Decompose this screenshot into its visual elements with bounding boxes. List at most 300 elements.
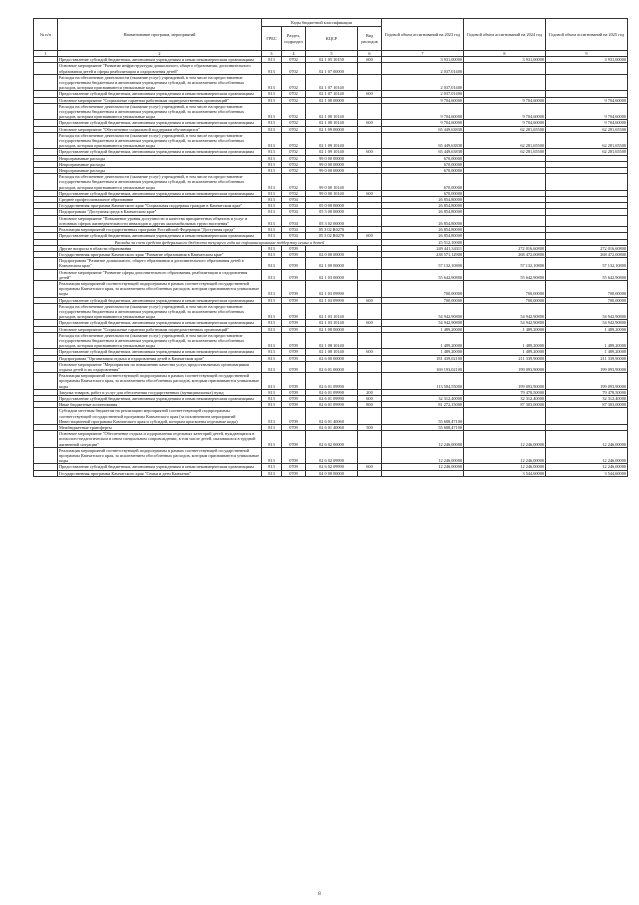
column-index: 7 (382, 51, 464, 57)
value-2024-cell: 54 942,90800 (464, 303, 546, 320)
value-2025-cell: 32 312,40000 (546, 395, 628, 401)
vid-cell (358, 63, 382, 74)
value-2023-cell: 700,00000 (382, 280, 464, 297)
table-body (34, 57, 628, 477)
value-2024-cell: 199 093,90000 (464, 361, 546, 372)
grbs-cell: 813 (262, 280, 282, 297)
value-2023-cell: 670,00000 (382, 168, 464, 174)
value-2024-cell (464, 408, 546, 425)
value-2024-cell: 62 281,65500 (464, 149, 546, 155)
row-number-cell (34, 174, 58, 191)
row-number-cell (34, 431, 58, 448)
value-2023-cell: 2 037,01400 (382, 63, 464, 74)
value-2025-cell: 199 093,90000 (546, 361, 628, 372)
row-number-cell (34, 408, 58, 425)
value-2023-cell: 3 931,00000 (382, 57, 464, 63)
value-2025-cell: 272 016,60800 (546, 245, 628, 251)
name-cell: Предоставление субсидий бюджетным, автономным учреждениям и иным некоммерческим организациям (58, 349, 262, 355)
name-cell: Иные бюджетные ассигнования (58, 402, 262, 408)
kcsr-cell: 02 6 01 09990 (306, 373, 358, 390)
row-number-cell (34, 303, 58, 320)
row-number-cell (34, 280, 58, 297)
value-2024-cell: 9 704,60000 (464, 120, 546, 126)
value-2024-cell: 12 246,00000 (464, 464, 546, 470)
grbs-cell: 813 (262, 258, 282, 269)
name-cell: Государственная программа Камчатского края "Развитие образования в Камчатском крае" (58, 251, 262, 257)
table-row (34, 408, 628, 425)
razdel-cell: 0709 (282, 245, 306, 251)
value-2024-cell: 268 472,00800 (464, 251, 546, 257)
value-2024-cell: 1 489,20000 (464, 349, 546, 355)
table-row (34, 395, 628, 401)
grbs-cell: 813 (262, 103, 282, 120)
kcsr-cell: 02 6 01 09990 (306, 395, 358, 401)
value-2023-cell: 9 704,60000 (382, 120, 464, 126)
kcsr-cell: 02 6 01 40060 (306, 425, 358, 431)
value-2025-cell (546, 174, 628, 191)
col-razdel-header: Раздел, подраздел (282, 27, 306, 51)
value-2023-cell: 55 642,90800 (382, 269, 464, 280)
value-2023-cell: 54 942,90800 (382, 303, 464, 320)
value-2024-cell: 211 339,90000 (464, 355, 546, 361)
column-index: 8 (464, 51, 546, 57)
row-number-cell (34, 332, 58, 349)
razdel-cell: 0704 (282, 203, 306, 209)
col-2023-header: Годовой объем ассигнований на 2023 год (382, 19, 464, 51)
razdel-cell: 0709 (282, 320, 306, 326)
value-2025-cell (546, 408, 628, 425)
value-2024-cell (464, 174, 546, 191)
value-2023-cell: 12 246,00000 (382, 447, 464, 464)
name-cell: Предоставление субсидий бюджетным, автономным учреждениям и иным некоммерческим организациям (58, 149, 262, 155)
vid-cell (358, 132, 382, 149)
value-2023-cell: 1 489,20000 (382, 332, 464, 349)
name-cell: Подпрограмма "Организация отдыха и оздоровления детей в Камчатском крае" (58, 355, 262, 361)
kcsr-cell: 02 6 02 09990 (306, 464, 358, 470)
table-row (34, 447, 628, 464)
name-cell: Предоставление субсидий бюджетным, автономным учреждениям и иным некоммерческим организациям (58, 320, 262, 326)
name-cell: Расходы на обеспечение деятельности (оказание услуг) учреждений, в том числе на предоставление государственным бюджетным и автономным учреждениям субсидий, за исключением обособленных расходов, которым присваиваются уникальные коды (58, 74, 262, 91)
kcsr-cell: 02 1 07 10140 (306, 74, 358, 91)
vid-cell (358, 103, 382, 120)
vid-cell (358, 408, 382, 425)
table-row (34, 431, 628, 448)
kcsr-cell: 02 6 01 40060 (306, 408, 358, 425)
table-row (34, 97, 628, 103)
grbs-cell: 813 (262, 120, 282, 126)
value-2023-cell: 54 942,90800 (382, 320, 464, 326)
grbs-cell: 813 (262, 303, 282, 320)
vid-cell: 500 (358, 425, 382, 431)
vid-cell: 600 (358, 149, 382, 155)
codes-group-header: Коды бюджетной классификации (262, 19, 382, 27)
value-2024-cell: 199 093,90000 (464, 373, 546, 390)
value-2025-cell: 9 704,60000 (546, 97, 628, 103)
row-number-cell (34, 447, 58, 464)
vid-cell: 600 (358, 57, 382, 63)
value-2025-cell: 12 246,00000 (546, 431, 628, 448)
value-2025-cell: 199 093,90000 (546, 373, 628, 390)
name-cell: Основное мероприятие "Социальные гарантии работникам подведомственных организаций" (58, 97, 262, 103)
razdel-cell: 0702 (282, 161, 306, 167)
value-2023-cell: 65 449,63838 (382, 126, 464, 132)
grbs-cell: 813 (262, 126, 282, 132)
grbs-cell: 813 (262, 361, 282, 372)
kcsr-cell: 02 1 08 00000 (306, 326, 358, 332)
grbs-cell: 813 (262, 349, 282, 355)
value-2023-cell: 26 854,80000 (382, 227, 464, 233)
razdel-cell: 0702 (282, 190, 306, 196)
grbs-cell: 813 (262, 63, 282, 74)
value-2023-cell: 25 512,10000 (382, 239, 464, 245)
razdel-cell: 0709 (282, 303, 306, 320)
kcsr-cell: 02 1 08 00000 (306, 97, 358, 103)
value-2025-cell: 54 942,90800 (546, 320, 628, 326)
budget-table (33, 18, 628, 477)
value-2023-cell: 26 854,80000 (382, 209, 464, 215)
razdel-cell: 0709 (282, 332, 306, 349)
kcsr-cell: 02 1 03 09990 (306, 297, 358, 303)
value-2023-cell: 55 608,47100 (382, 408, 464, 425)
kcsr-cell: 99 0 00 00000 (306, 161, 358, 167)
name-cell: Предоставление субсидий бюджетным, автономным учреждениям и иным некоммерческим организациям (58, 297, 262, 303)
razdel-cell: 0702 (282, 155, 306, 161)
table-row (34, 258, 628, 269)
razdel-cell: 0704 (282, 227, 306, 233)
razdel-cell: 0704 (282, 209, 306, 215)
value-2024-cell: 12 246,00000 (464, 447, 546, 464)
row-number-cell (34, 373, 58, 390)
table-row (34, 303, 628, 320)
column-index: 5 (306, 51, 358, 57)
value-2023-cell (382, 470, 464, 476)
value-2024-cell: 57 132,10800 (464, 258, 546, 269)
razdel-cell: 0702 (282, 74, 306, 91)
kcsr-cell: 02 1 09 00000 (306, 126, 358, 132)
value-2025-cell: 54 942,90800 (546, 303, 628, 320)
razdel-cell: 0702 (282, 57, 306, 63)
value-2024-cell: 9 704,60000 (464, 97, 546, 103)
col-2025-header: Годовой объем ассигнований на 2025 год (546, 19, 628, 51)
razdel-cell: 0709 (282, 326, 306, 332)
value-2023-cell: 238 571,12900 (382, 251, 464, 257)
grbs-cell: 813 (262, 91, 282, 97)
kcsr-cell: 02 1 03 10140 (306, 320, 358, 326)
grbs-cell: 813 (262, 190, 282, 196)
vid-cell (358, 470, 382, 476)
name-cell: Предоставление субсидий бюджетным, автономным учреждениям и иным некоммерческим организациям (58, 233, 262, 239)
value-2025-cell: 62 281,65500 (546, 126, 628, 132)
grbs-cell: 813 (262, 470, 282, 476)
razdel-cell: 0702 (282, 103, 306, 120)
value-2024-cell: 272 016,60800 (464, 245, 546, 251)
vid-cell (358, 431, 382, 448)
vid-cell: 600 (358, 190, 382, 196)
table-row (34, 269, 628, 280)
column-index: 1 (34, 51, 58, 57)
razdel-cell: 0709 (282, 355, 306, 361)
kcsr-cell: 02 6 01 09990 (306, 389, 358, 395)
value-2025-cell: 55 642,90800 (546, 269, 628, 280)
razdel-cell: 0709 (282, 447, 306, 464)
razdel-cell: 0709 (282, 258, 306, 269)
value-2025-cell: 700,00000 (546, 280, 628, 297)
name-cell: Другие вопросы в области образования (58, 245, 262, 251)
vid-cell (358, 361, 382, 372)
table-row (34, 373, 628, 390)
vid-cell (358, 373, 382, 390)
value-2023-cell: 26 854,80000 (382, 215, 464, 226)
razdel-cell: 0709 (282, 389, 306, 395)
grbs-cell: 813 (262, 251, 282, 257)
table-row (34, 63, 628, 74)
value-2024-cell: 1 489,20000 (464, 332, 546, 349)
table-row (34, 280, 628, 297)
column-index: 3 (262, 51, 282, 57)
value-2024-cell: 9 704,60000 (464, 103, 546, 120)
kcsr-cell: 02 0 00 00000 (306, 251, 358, 257)
value-2025-cell: 12 246,00000 (546, 464, 628, 470)
value-2024-cell: 62 281,65500 (464, 132, 546, 149)
grbs-cell: 813 (262, 402, 282, 408)
name-cell: Государственная программа Камчатского края "Семья и дети Камчатки" (58, 470, 262, 476)
kcsr-cell: 99 0 00 10140 (306, 190, 358, 196)
razdel-cell: 0704 (282, 197, 306, 203)
kcsr-cell: 05 3 02 R0270 (306, 227, 358, 233)
kcsr-cell: 99 0 00 00000 (306, 168, 358, 174)
kcsr-cell: 02 6 01 00000 (306, 361, 358, 372)
name-cell: Межбюджетные трансферты (58, 425, 262, 431)
kcsr-cell: 04 0 00 00000 (306, 470, 358, 476)
kcsr-cell: 02 1 09 10140 (306, 132, 358, 149)
table-row (34, 132, 628, 149)
column-index: 9 (546, 51, 628, 57)
razdel-cell: 0709 (282, 297, 306, 303)
row-number-cell (34, 63, 58, 74)
table-row (34, 355, 628, 361)
table-row (34, 464, 628, 470)
kcsr-cell: 05 0 00 00000 (306, 203, 358, 209)
row-number-cell (34, 470, 58, 476)
value-2025-cell: 87 303,00000 (546, 402, 628, 408)
razdel-cell: 0709 (282, 280, 306, 297)
grbs-cell: 813 (262, 297, 282, 303)
grbs-cell: 813 (262, 209, 282, 215)
value-2023-cell: 81 272,15000 (382, 402, 464, 408)
table-row (34, 349, 628, 355)
col-no-header: № п/п (34, 19, 58, 51)
kcsr-cell: 99 0 00 00000 (306, 155, 358, 161)
name-cell: Расходы на обеспечение деятельности (оказание услуг) учреждений, в том числе на предоставление государственным бюджетным и автономным учреждениям субсидий, за исключением обособленных расходов, которым присваиваются уникальные коды (58, 332, 262, 349)
value-2023-cell: 1 489,20000 (382, 349, 464, 355)
grbs-cell: 813 (262, 464, 282, 470)
table-row (34, 320, 628, 326)
razdel-cell: 0702 (282, 63, 306, 74)
value-2025-cell: 268 472,00800 (546, 251, 628, 257)
razdel-cell: 0709 (282, 349, 306, 355)
table-row (34, 389, 628, 395)
value-2025-cell: 1 489,20000 (546, 332, 628, 349)
kcsr-cell: 05 3 00 00000 (306, 209, 358, 215)
razdel-cell: 0709 (282, 464, 306, 470)
value-2023-cell: 12 246,00000 (382, 431, 464, 448)
col-name-header: Наименование программ, мероприятий (58, 19, 262, 51)
value-2023-cell: 169 193,02100 (382, 361, 464, 372)
row-number-cell (34, 132, 58, 149)
value-2023-cell: 9 704,60000 (382, 97, 464, 103)
vid-cell: 800 (358, 402, 382, 408)
grbs-cell: 813 (262, 97, 282, 103)
row-number-cell (34, 103, 58, 120)
kcsr-cell: 02 1 03 10140 (306, 303, 358, 320)
kcsr-cell: 02 1 09 10140 (306, 149, 358, 155)
value-2024-cell: 87 303,00000 (464, 402, 546, 408)
name-cell: Реализация мероприятий соответствующей подпрограммы в рамках соответствующей государственной программы Камчатского края, за исключением обособленных расходов, которым присваиваются уникальные коды (58, 373, 262, 390)
grbs-cell: 813 (262, 245, 282, 251)
vid-cell (358, 74, 382, 91)
value-2023-cell: 26 854,80000 (382, 233, 464, 239)
razdel-cell: 0702 (282, 126, 306, 132)
table-row (34, 149, 628, 155)
kcsr-cell: 05 3 02 R0270 (306, 233, 358, 239)
table-row (34, 361, 628, 372)
value-2023-cell: 26 854,80000 (382, 197, 464, 203)
name-cell: Предоставление субсидий бюджетным, автономным учреждениям и иным некоммерческим организациям (58, 120, 262, 126)
grbs-cell: 813 (262, 326, 282, 332)
name-cell: Реализация мероприятий соответствующей подпрограммы в рамках соответствующей государственной программы Камчатского края, за исключением обособленных расходов, которым присваиваются уникальные коды (58, 280, 262, 297)
name-cell: Реализация мероприятий соответствующей подпрограммы в рамках соответствующей государственной программы Камчатского края, за исключением обособленных расходов, которым присваиваются уникальные коды (58, 447, 262, 464)
column-index: 6 (358, 51, 382, 57)
vid-cell: 600 (358, 464, 382, 470)
name-cell: Предоставление субсидий бюджетным, автономным учреждениям и иным некоммерческим организациям (58, 395, 262, 401)
name-cell: Предоставление субсидий бюджетным, автономным учреждениям и иным некоммерческим организациям (58, 91, 262, 97)
grbs-cell: 813 (262, 57, 282, 63)
vid-cell (358, 258, 382, 269)
kcsr-cell: 02 1 08 10140 (306, 332, 358, 349)
table-row (34, 470, 628, 476)
kcsr-cell: 02 6 00 00000 (306, 355, 358, 361)
razdel-cell: 0709 (282, 361, 306, 372)
name-cell: Закупка товаров, работ и услуг для обеспечения государственных (муниципальных) нужд (58, 389, 262, 395)
name-cell: Расходы на обеспечение деятельности (оказание услуг) учреждений, в том числе на предоставление государственным бюджетным и автономным учреждениям субсидий, за исключением обособленных расходов, которым присваиваются уникальные коды (58, 132, 262, 149)
grbs-cell: 813 (262, 132, 282, 149)
grbs-cell: 813 (262, 161, 282, 167)
vid-cell (358, 269, 382, 280)
vid-cell: 600 (358, 349, 382, 355)
name-cell: Среднее профессиональное образование (58, 197, 262, 203)
kcsr-cell: 02 1 00 00000 (306, 258, 358, 269)
value-2025-cell: 700,00000 (546, 297, 628, 303)
table-row (34, 103, 628, 120)
value-2025-cell: 9 704,60000 (546, 120, 628, 126)
kcsr-cell: 99 0 00 10140 (306, 174, 358, 191)
grbs-cell: 813 (262, 168, 282, 174)
value-2023-cell: 55 608,47100 (382, 425, 464, 431)
value-2025-cell: 62 281,65500 (546, 132, 628, 149)
kcsr-cell: 05 3 02 00000 (306, 215, 358, 226)
col-kcsr-header: КЦСР (306, 27, 358, 51)
value-2023-cell: 65 449,63838 (382, 132, 464, 149)
grbs-cell: 813 (262, 373, 282, 390)
razdel-cell: 0709 (282, 408, 306, 425)
value-2023-cell: 2 037,01400 (382, 74, 464, 91)
name-cell: Основное мероприятие "Обеспечение социальной поддержки обучающихся" (58, 126, 262, 132)
kcsr-cell: 02 6 02 09990 (306, 447, 358, 464)
row-number-cell (34, 269, 58, 280)
vid-cell (358, 215, 382, 226)
name-cell: Предоставление субсидий бюджетным, автономным учреждениям и иным некоммерческим организациям (58, 190, 262, 196)
value-2024-cell: 54 942,90800 (464, 320, 546, 326)
name-cell: Основное мероприятие "Развитие инфраструктуры дошкольного, общего образования, дополнительного образования детей и сферы реабилитации и оздоровления детей" (58, 63, 262, 74)
name-cell: Непрограммные расходы (58, 161, 262, 167)
name-cell: Реализация мероприятий государственных программ Российской Федерации "Доступная среда" (58, 227, 262, 233)
table-row (34, 326, 628, 332)
grbs-cell: 813 (262, 320, 282, 326)
table-row (34, 126, 628, 132)
razdel-cell: 0702 (282, 132, 306, 149)
column-index: 4 (282, 51, 306, 57)
value-2025-cell: 62 281,65500 (546, 149, 628, 155)
value-2023-cell: 57 132,10800 (382, 258, 464, 269)
kcsr-cell: 02 1 05 10150 (306, 57, 358, 63)
value-2025-cell: 9 704,60000 (546, 103, 628, 120)
value-2023-cell: 65 449,63838 (382, 149, 464, 155)
vid-cell (358, 303, 382, 320)
vid-cell: 600 (358, 233, 382, 239)
razdel-cell: 0709 (282, 251, 306, 257)
vid-cell (358, 174, 382, 191)
razdel-cell: 0702 (282, 168, 306, 174)
value-2025-cell: 79 478,50000 (546, 389, 628, 395)
kcsr-cell: 02 1 03 09990 (306, 280, 358, 297)
kcsr-cell: 02 1 08 10140 (306, 349, 358, 355)
grbs-cell: 813 (262, 233, 282, 239)
value-2024-cell: 55 642,90800 (464, 269, 546, 280)
table-row (34, 297, 628, 303)
value-2024-cell: 3 931,00000 (464, 57, 546, 63)
grbs-cell: 813 (262, 149, 282, 155)
name-cell: Основное мероприятие "Мероприятия по повышению качества услуг, предоставляемых организациями отдыха детей и их оздоровления" (58, 361, 262, 372)
value-2023-cell: 249 441,34311 (382, 245, 464, 251)
column-index: 2 (58, 51, 262, 57)
value-2023-cell: 32 312,40000 (382, 395, 464, 401)
note-cell: Расходы за счет средств федерального бюджета текущего года на софинансирование поддержку семьи и детей (58, 239, 382, 245)
value-2025-cell: 1 489,20000 (546, 326, 628, 332)
value-2024-cell (464, 63, 546, 74)
value-2024-cell (464, 215, 546, 226)
grbs-cell: 813 (262, 332, 282, 349)
razdel-cell: 0704 (282, 233, 306, 239)
value-2025-cell: 211 339,90000 (546, 355, 628, 361)
grbs-cell: 813 (262, 197, 282, 203)
value-2023-cell: 1 489,20000 (382, 326, 464, 332)
name-cell: Подпрограмма "Развитие дошкольного, общего образования и дополнительного образования детей в Камчатском крае" (58, 258, 262, 269)
kcsr-cell: 02 1 08 10140 (306, 120, 358, 126)
name-cell: Предоставление субсидий бюджетным, автономным учреждениям и иным некоммерческим организациям (58, 464, 262, 470)
grbs-cell: 813 (262, 155, 282, 161)
col-grbs-header: ГРБС (262, 27, 282, 51)
col-2024-header: Годовой объем ассигнований на 2024 год (464, 19, 546, 51)
kcsr-cell: 02 1 03 00000 (306, 269, 358, 280)
razdel-cell: 0709 (282, 373, 306, 390)
table-row (34, 57, 628, 63)
name-cell: Основное мероприятие "Развитие сферы дополнительного образования, реабилитации и оздоровления детей" (58, 269, 262, 280)
razdel-cell: 0709 (282, 269, 306, 280)
vid-cell: 600 (358, 395, 382, 401)
name-cell: Непрограммные расходы (58, 168, 262, 174)
kcsr-cell: 02 1 07 10140 (306, 91, 358, 97)
name-cell: Субсидии местным бюджетам на реализацию мероприятий соответствующей подпрограммы соответствующей государственной программы Камчатского края (за исключением мероприятий Инвестиционной программы Камчатского края и субсидий, которым присвоены отдельные коды) (58, 408, 262, 425)
